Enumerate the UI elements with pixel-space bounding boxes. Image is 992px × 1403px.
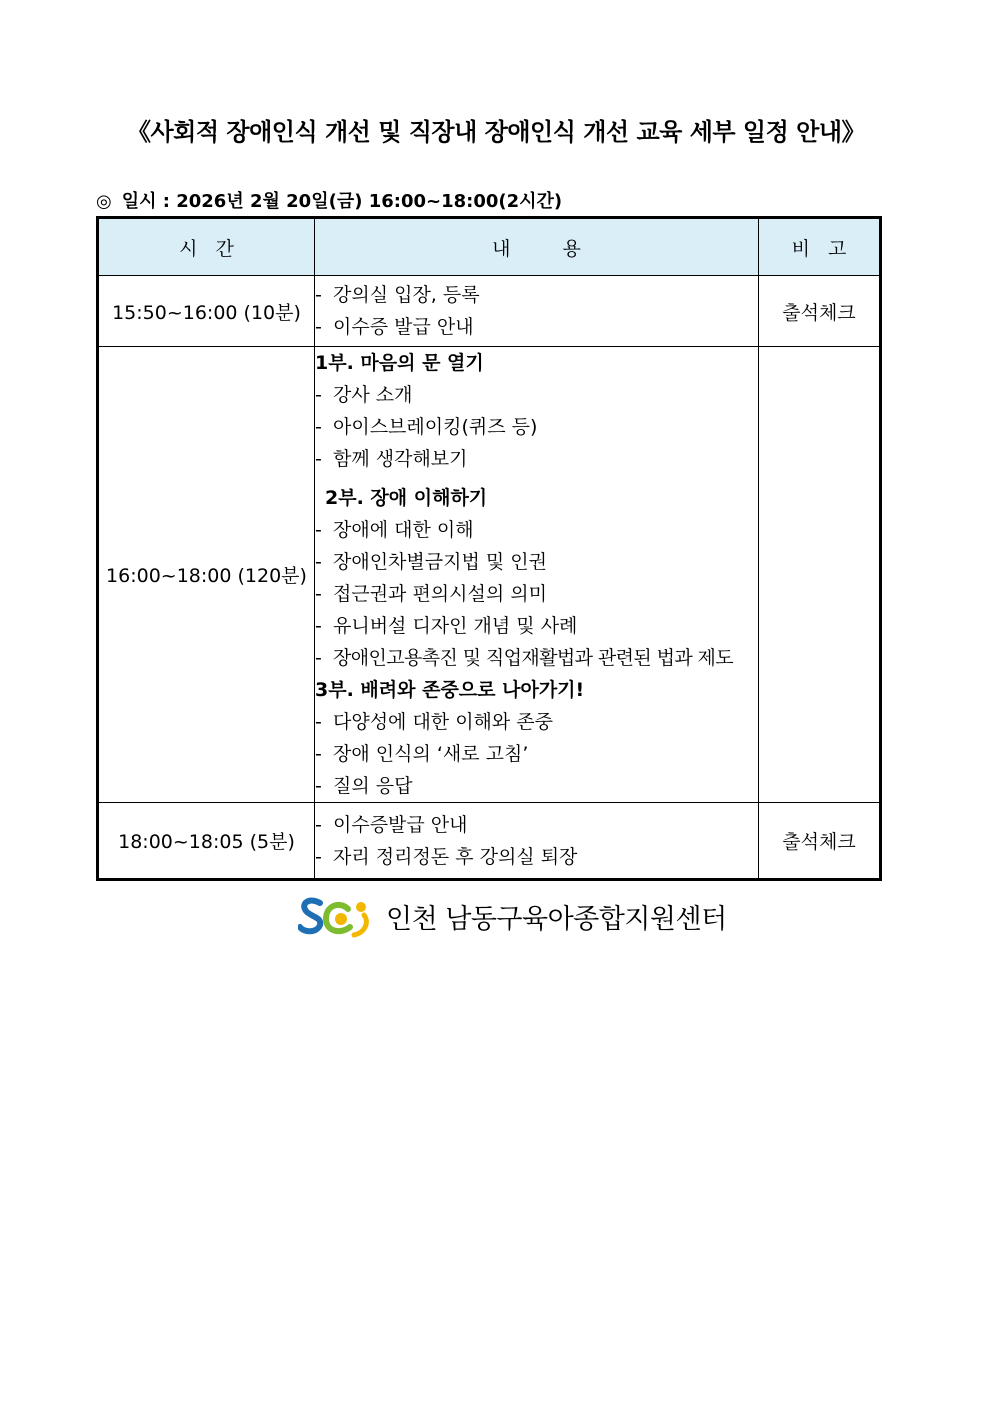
content-cell: [315, 276, 759, 347]
list-item: - 장애에 대한 이해: [315, 514, 758, 546]
list-item: - 질의 응답: [315, 770, 758, 802]
header-time: 시간: [98, 218, 315, 276]
list-item: - 자리 정리정돈 후 강의실 퇴장: [315, 841, 758, 873]
list-item: - 다양성에 대한 이해와 존중: [315, 706, 758, 738]
list-item: - 장애 인식의 ‘새로 고침’: [315, 738, 758, 770]
table-row: [98, 347, 881, 803]
list-item: - 이수증 발급 안내: [315, 311, 758, 343]
list-item: - 유니버설 디자인 개념 및 사례: [315, 610, 758, 642]
section-heading: 1부. 마음의 문 열기: [315, 352, 484, 374]
list-item: - 접근권과 편의시설의 의미: [315, 578, 758, 610]
center-logo-icon: [298, 893, 376, 939]
list-item: - 장애인차별금지법 및 인권: [315, 546, 758, 578]
header-note: 비고: [759, 218, 881, 276]
schedule-table: [96, 216, 882, 881]
note-cell: 출석체크: [759, 276, 881, 347]
page-title: 《사회적 장애인식 개선 및 직장내 장애인식 개선 교육 세부 일정 안내》: [126, 118, 866, 146]
header-content: 내용: [315, 218, 759, 276]
date-text: 일시 : 2026년 2월 20일(금) 16:00~18:00(2시간): [121, 191, 563, 212]
list-item: - 장애인고용촉진 및 직업재활법과 관련된 법과 제도: [315, 642, 758, 674]
date-bullet: ◎: [96, 191, 112, 212]
note-cell: [759, 347, 881, 803]
time-cell: 18:00~18:05 (5분): [98, 803, 315, 880]
section-heading: 3부. 배려와 존중으로 나아가기!: [315, 679, 585, 701]
list-item: - 강의실 입장, 등록: [315, 279, 758, 311]
schedule-date: [96, 187, 562, 213]
org-name: 인천 남동구육아종합지원센터: [386, 903, 727, 935]
time-cell: 15:50~16:00 (10분): [98, 276, 315, 347]
table-header-row: [98, 218, 881, 276]
time-cell: 16:00~18:00 (120분): [98, 347, 315, 803]
list-item: - 이수증발급 안내: [315, 809, 758, 841]
list-item: - 강사 소개: [315, 379, 758, 411]
content-cell: [315, 803, 759, 880]
note-cell: 출석체크: [759, 803, 881, 880]
section-heading: 2부. 장애 이해하기: [325, 487, 488, 509]
list-item: - 아이스브레이킹(퀴즈 등): [315, 411, 758, 443]
content-cell: [315, 347, 759, 803]
table-row: [98, 803, 881, 880]
table-row: [98, 276, 881, 347]
list-item: - 함께 생각해보기: [315, 443, 758, 475]
footer-logo: [298, 893, 727, 939]
